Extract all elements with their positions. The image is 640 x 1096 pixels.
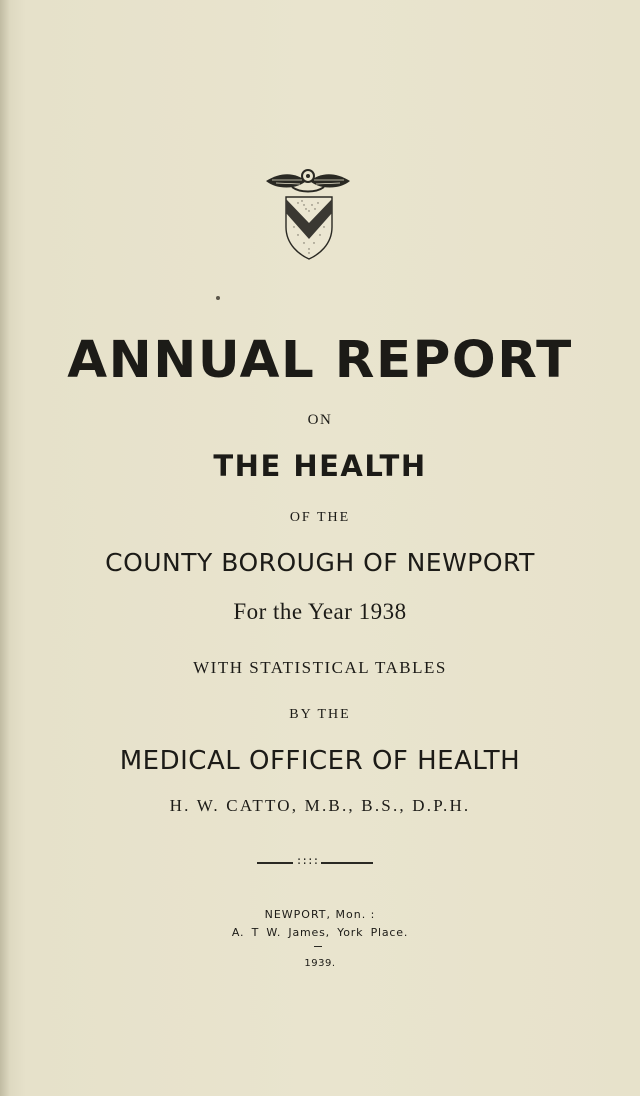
report-year: For the Year 1938: [233, 599, 407, 624]
divider-rule-right: [321, 862, 373, 864]
divider-ornament: ::::: [295, 854, 319, 867]
report-title: ANNUAL REPORT: [67, 331, 573, 390]
report-subject: THE HEALTH: [213, 449, 427, 483]
statistical-tables-line: WITH STATISTICAL TABLES: [193, 658, 447, 677]
of-the-connector: OF THE: [289, 510, 351, 525]
imprint-dash: [314, 946, 322, 947]
by-the-connector: BY THE: [289, 707, 351, 722]
imprint-year: 1939.: [304, 958, 336, 969]
on-connector: ON: [307, 412, 333, 428]
coat-of-arms-icon: [262, 165, 354, 261]
author-name: H. W. CATTO, M.B., B.S., D.P.H.: [169, 796, 471, 815]
divider-rule-left: [257, 862, 293, 864]
officer-title: MEDICAL OFFICER OF HEALTH: [119, 746, 521, 776]
imprint-printer: A. T W. James, York Place.: [231, 926, 409, 939]
printer-mark-dot: [216, 296, 220, 300]
borough-name: COUNTY BOROUGH OF NEWPORT: [105, 548, 535, 577]
imprint-place: NEWPORT, Mon. :: [264, 908, 376, 921]
